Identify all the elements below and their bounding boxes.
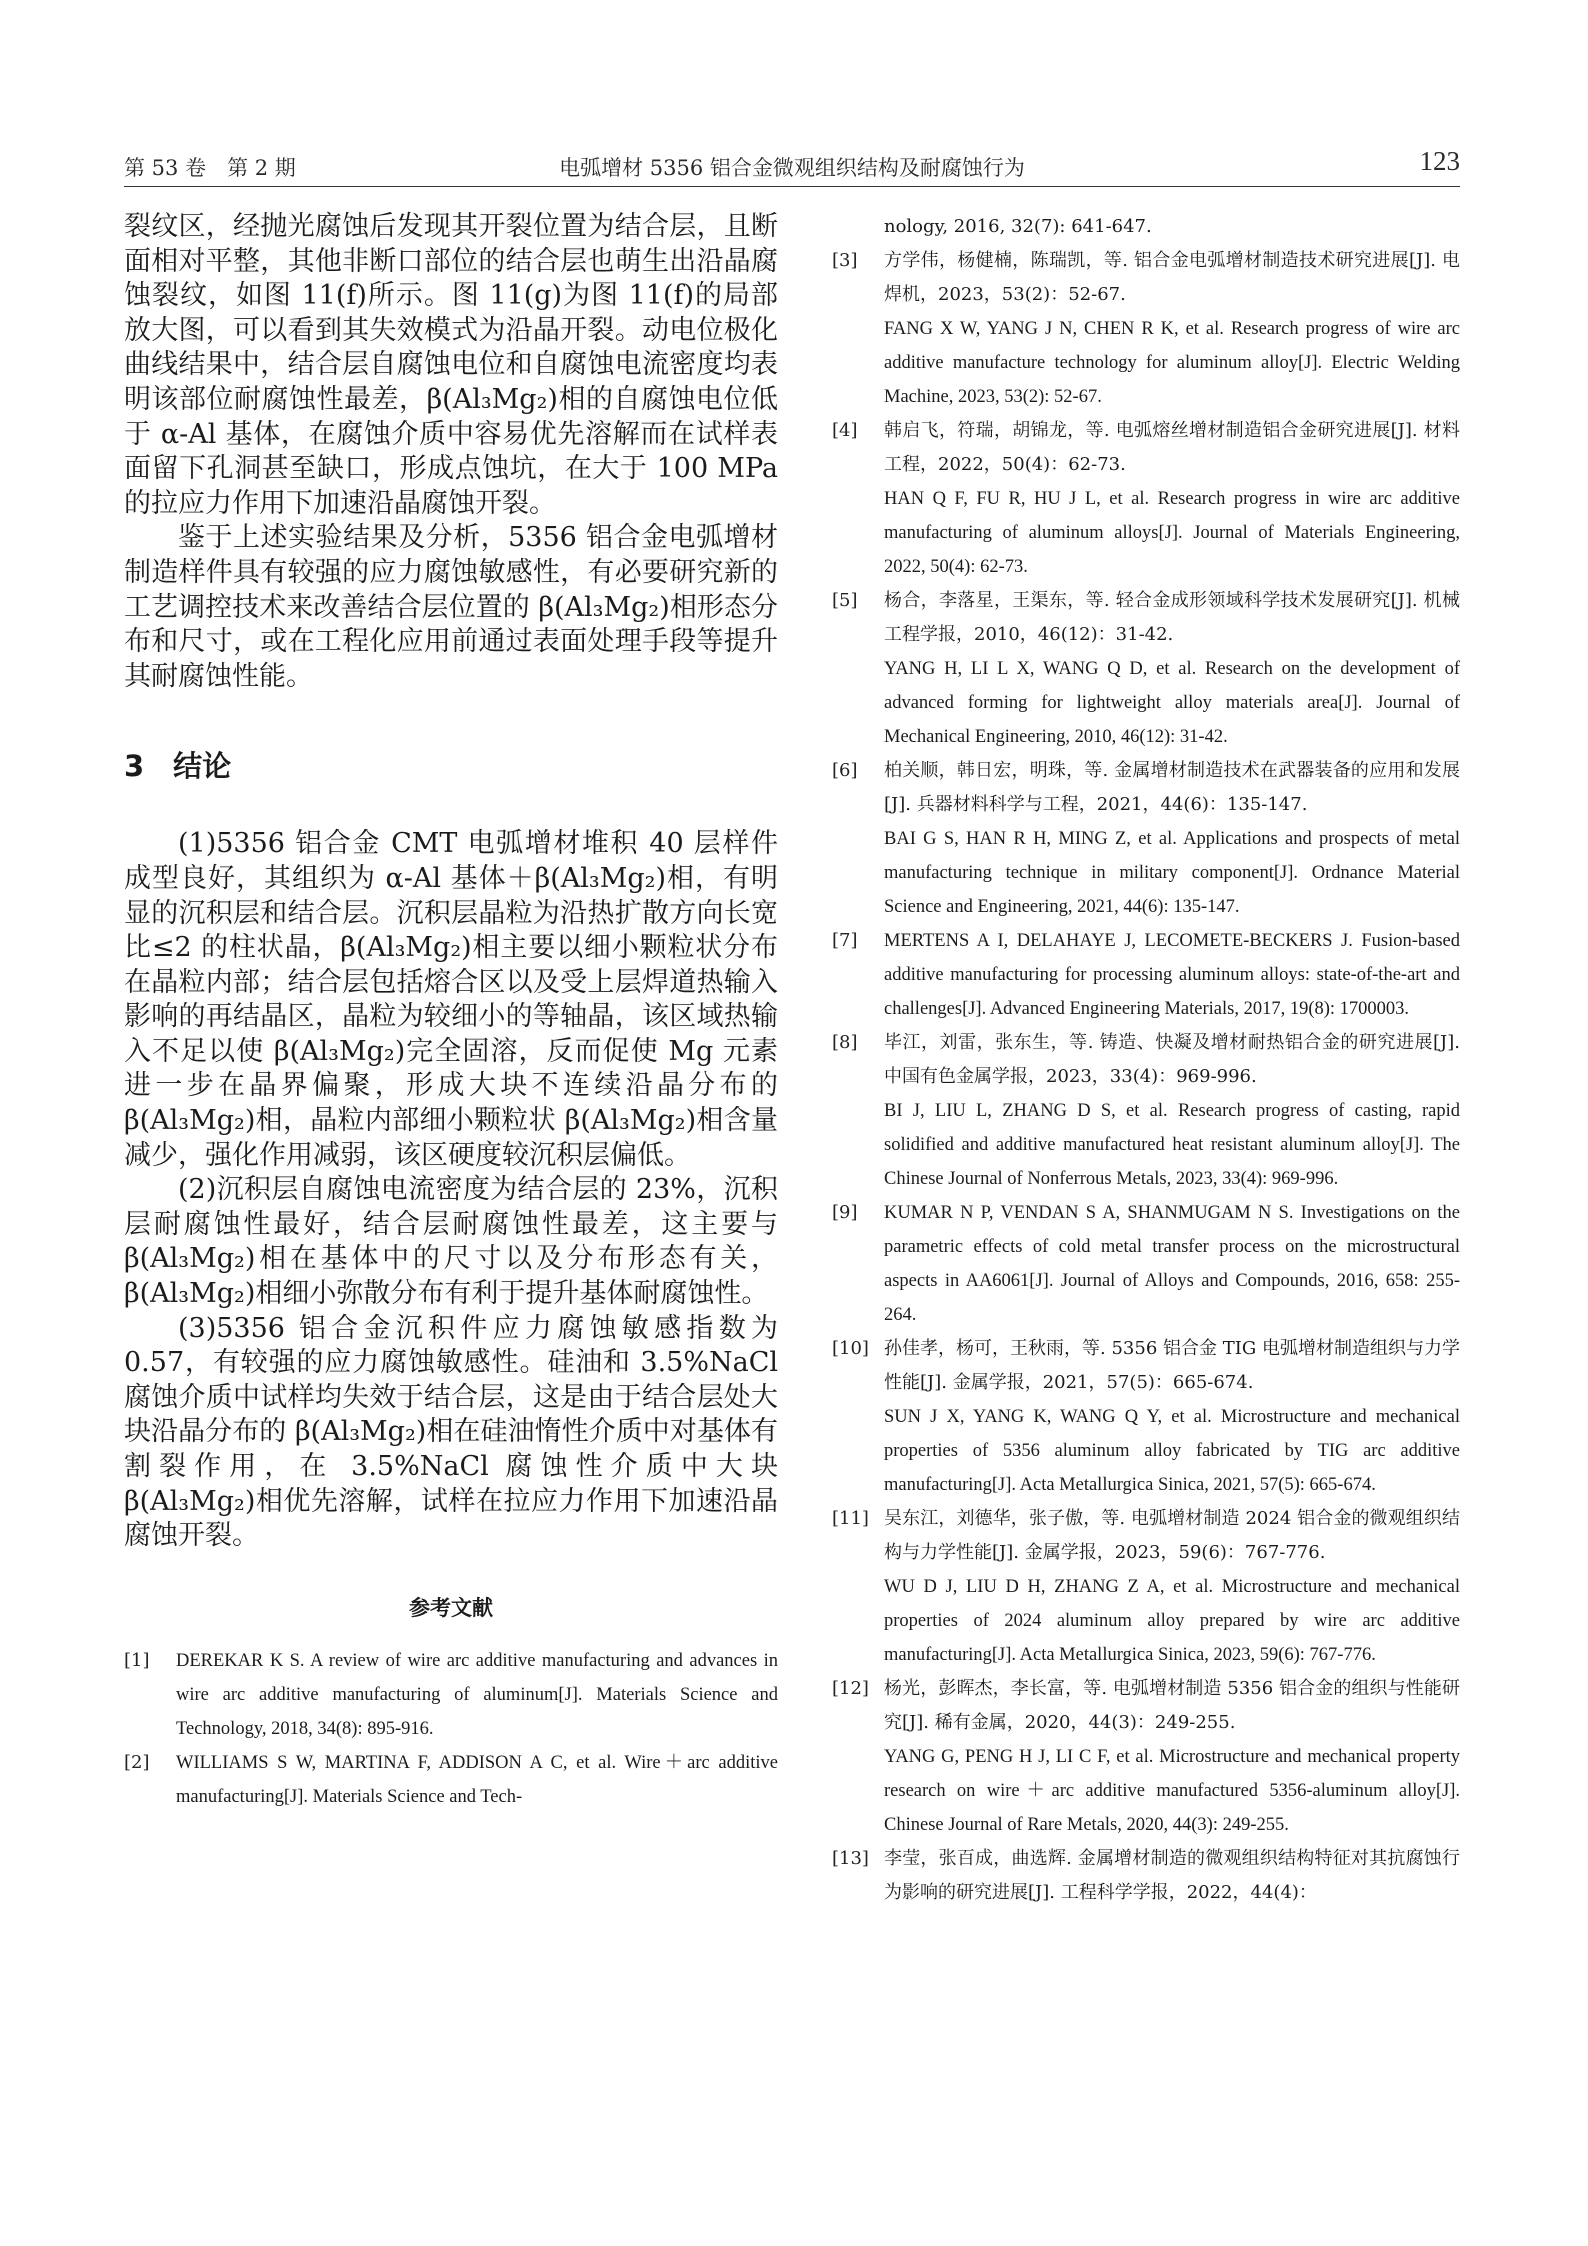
journal-volume: 第 53 卷 第 2 期 [124, 156, 296, 180]
reference-item: [11] 吴东江，刘德华，张子傲，等. 电弧增材制造 2024 铝合金的微观组织结构与力学性能[J]. 金属学报，2023，59(6)：767-776. WU D J, LIU D H, ZHANG Z A, et al. Microstructure and mechanical properties of 2024 aluminum alloy prepared by wire arc additive manufacturing[J]. Acta Metallurgica Sinica, 2023, 59(6): 767-776. [832, 1508, 1460, 1665]
running-title: 电弧增材 5356 铝合金微观组织结构及耐腐蚀行为 [559, 156, 1025, 180]
reference-item: [7] MERTENS A I, DELAHAYE J, LECOMETE-BECKERS J. Fusion-based additive manufacturing for processing aluminum alloys: state-of-the-art and challenges[J]. Advanced Engineering Materials, 2017, 19(8): 1700003. [832, 930, 1460, 1019]
reference-item: [1] DEREKAR K S. A review of wire arc additive manufacturing and advances in wire arc additive manufacturing of aluminum[J]. Materials Science and Technology, 2018, 34(8): 895-916. [124, 1649, 778, 1739]
reference-item: [8] 毕江，刘雷，张东生，等. 铸造、快凝及增材耐热铝合金的研究进展[J]. 中国有色金属学报，2023，33(4)：969-996. BI J, LIU L, ZHANG D S, et al. Research progress of casting, rapid solidified and additive manufactured heat resistant aluminum alloy[J]. The Chinese Journal of Nonferrous Metals, 2023, 33(4): 969-996. [832, 1032, 1460, 1189]
reference-item: [10] 孙佳孝，杨可，王秋雨，等. 5356 铝合金 TIG 电弧增材制造组织与力学性能[J]. 金属学报，2021，57(5)：665-674. SUN J X, YANG K, WANG Q Y, et al. Microstructure and mechanical properties of 5356 aluminum alloy fabricated by TIG arc additive manufacturing[J]. Acta Metallurgica Sinica, 2021, 57(5): 665-674. [832, 1338, 1460, 1495]
references-heading: 参考文献 [409, 1595, 493, 1620]
conclusion-2: (2)沉积层自腐蚀电流密度为结合层的 23%，沉积层耐腐蚀性最好，结合层耐腐蚀性最差，这主要与 β(Al₃Mg₂)相在基体中的尺寸以及分布形态有关，β(Al₃Mg₂)相细小弥散分布有利于提升基体耐腐蚀性。 [124, 1174, 778, 1310]
running-header [124, 146, 1460, 180]
page-number: 123 [1419, 146, 1460, 176]
reference-item: [6] 柏关顺，韩日宏，明珠，等. 金属增材制造技术在武器装备的应用和发展[J]. 兵器材料科学与工程，2021，44(6)：135-147. BAI G S, HAN R H, MING Z, et al. Applications and prospects of metal manufacturing technique in military component[J]. Ordnance Material Science and Engineering, 2021, 44(6): 135-147. [832, 760, 1460, 917]
paragraph-continued: 裂纹区，经抛光腐蚀后发现其开裂位置为结合层，且断面相对平整，其他非断口部位的结合层也萌生出沿晶腐蚀裂纹，如图 11(f)所示。图 11(g)为图 11(f)的局部放大图，可以看到其失效模式为沿晶开裂。动电位极化曲线结果中，结合层自腐蚀电位和自腐蚀电流密度均表明该部位耐腐蚀性最差，β(Al₃Mg₂)相的自腐蚀电位低于 α-Al 基体，在腐蚀介质中容易优先溶解而在试样表面留下孔洞甚至缺口，形成点蚀坑，在大于 100 MPa 的拉应力作用下加速沿晶腐蚀开裂。 [124, 211, 778, 519]
paragraph-summary: 鉴于上述实验结果及分析，5356 铝合金电弧增材制造样件具有较强的应力腐蚀敏感性，有必要研究新的工艺调控技术来改善结合层位置的 β(Al₃Mg₂)相形态分布和尺寸，或在工程化应用前通过表面处理手段等提升其耐腐蚀性能。 [124, 522, 778, 692]
reference-item: [12] 杨光，彭晖杰，李长富，等. 电弧增材制造 5356 铝合金的组织与性能研究[J]. 稀有金属，2020，44(3)：249-255. YANG G, PENG H J, LI C F, et al. Microstructure and mechanical property research on wire＋arc additive manufactured 5356-aluminum alloy[J]. Chinese Journal of Rare Metals, 2020, 44(3): 249-255. [832, 1678, 1460, 1835]
reference-item: [5] 杨合，李落星，王渠东，等. 轻合金成形领域科学技术发展研究[J]. 机械工程学报，2010，46(12)：31-42. YANG H, LI L X, WANG Q D, et al. Research on the development of advanced forming for lightweight alloy materials area[J]. Journal of Mechanical Engineering, 2010, 46(12): 31-42. [832, 590, 1460, 747]
conclusion-3: (3)5356 铝合金沉积件应力腐蚀敏感指数为 0.57，有较强的应力腐蚀敏感性。硅油和 3.5%NaCl 腐蚀介质中试样均失效于结合层，这是由于结合层处大块沿晶分布的 β(Al₃Mg₂)相在硅油惰性介质中对基体有割裂作用，在 3.5%NaCl 腐蚀性介质中大块 β(Al₃Mg₂)相优先溶解，试样在拉应力作用下加速沿晶腐蚀开裂。 [124, 1312, 778, 1552]
reference-continued: nology, 2016, 32(7): 641-647. [884, 216, 1152, 237]
reference-item: [3] 方学伟，杨健楠，陈瑞凯，等. 铝合金电弧增材制造技术研究进展[J]. 电焊机，2023，53(2)：52-67. FANG X W, YANG J N, CHEN R K, et al. Research progress of wire arc additive manufacture technology for aluminum alloy[J]. Electric Welding Machine, 2023, 53(2): 52-67. [832, 250, 1460, 407]
reference-list-left [124, 1644, 778, 1814]
right-column [832, 210, 1460, 1910]
section-heading-conclusion: 3 结论 [124, 749, 232, 784]
reference-item: [2] WILLIAMS S W, MARTINA F, ADDISON A C, et al. Wire＋arc additive manufacturing[J]. Materials Science and Tech- [124, 1751, 778, 1807]
reference-item: [9] KUMAR N P, VENDAN S A, SHANMUGAM N S. Investigations on the parametric effects of cold metal transfer process on the microstructural aspects in AA6061[J]. Journal of Alloys and Compounds, 2016, 658: 255-264. [832, 1202, 1460, 1325]
conclusion-1: (1)5356 铝合金 CMT 电弧增材堆积 40 层样件成型良好，其组织为 α-Al 基体＋β(Al₃Mg₂)相，有明显的沉积层和结合层。沉积层晶粒为沿热扩散方向长宽比≤2 的柱状晶，β(Al₃Mg₂)相主要以细小颗粒状分布在晶粒内部；结合层包括熔合区以及受上层焊道热输入影响的再结晶区，晶粒为较细小的等轴晶，该区域热输入不足以使 β(Al₃Mg₂)完全固溶，反而促使 Mg 元素进一步在晶界偏聚，形成大块不连续沿晶分布的 β(Al₃Mg₂)相，晶粒内部细小颗粒状 β(Al₃Mg₂)相含量减少，强化作用减弱，该区硬度较沉积层偏低。 [124, 828, 778, 1171]
header-rule [124, 186, 1460, 187]
reference-item: [4] 韩启飞，符瑞，胡锦龙，等. 电弧熔丝增材制造铝合金研究进展[J]. 材料工程，2022，50(4)：62-73. HAN Q F, FU R, HU J L, et al. Research progress in wire arc additive manufacturing of aluminum alloys[J]. Journal of Materials Engineering, 2022, 50(4): 62-73. [832, 420, 1460, 577]
reference-item: [13] 李莹，张百成，曲选辉. 金属增材制造的微观组织结构特征对其抗腐蚀行为影响的研究进展[J]. 工程科学学报，2022，44(4)： [832, 1848, 1460, 1903]
left-column [124, 210, 778, 1814]
